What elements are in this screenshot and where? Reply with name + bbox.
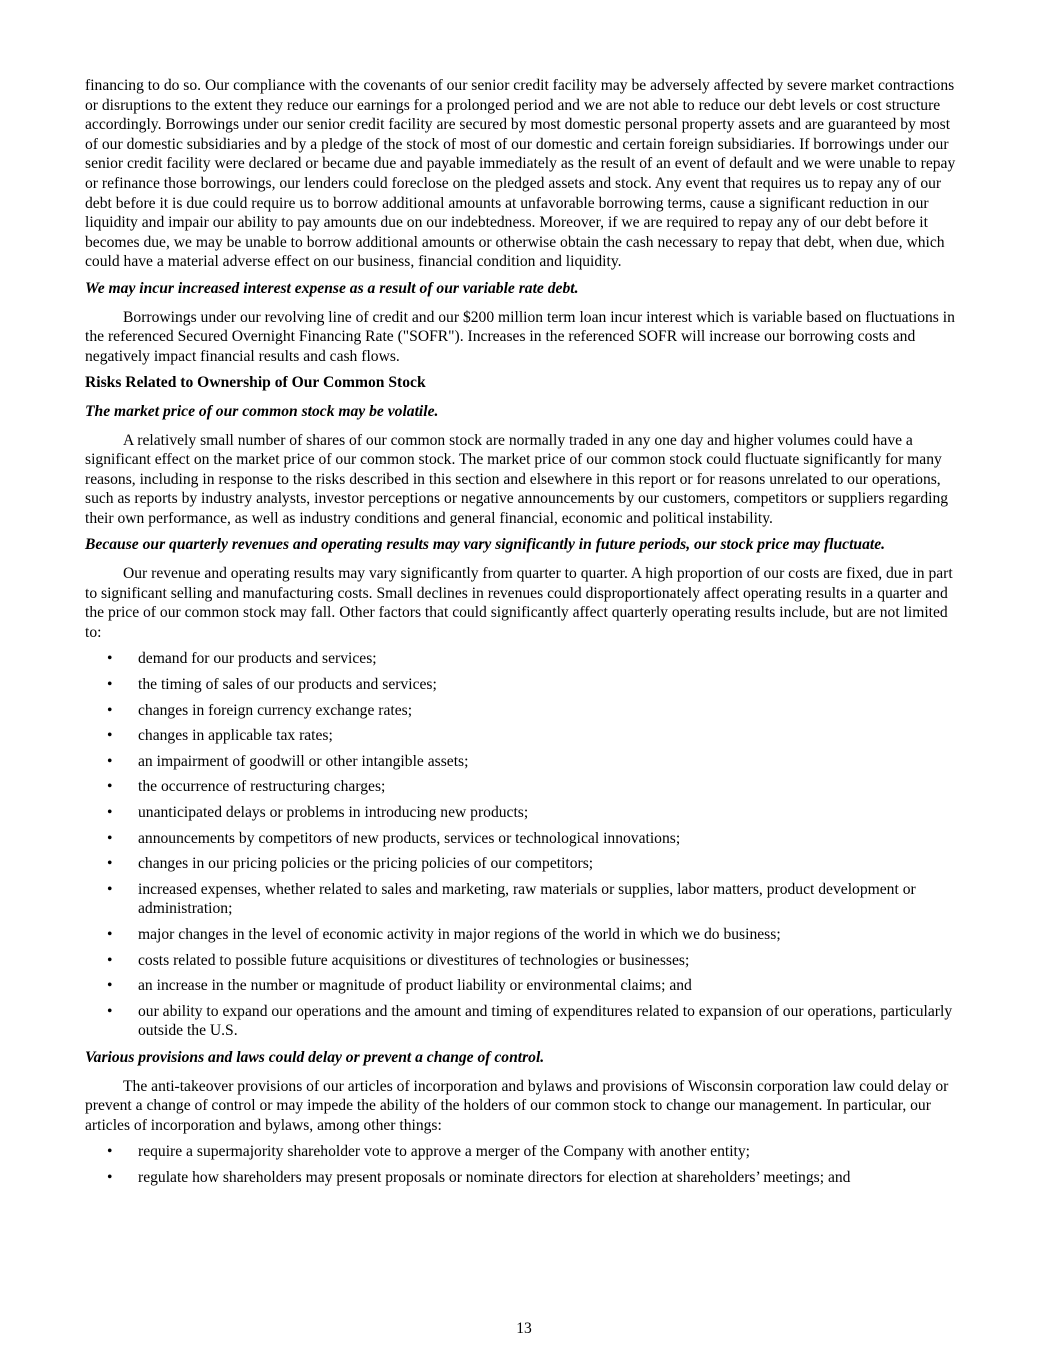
interest-paragraph: Borrowings under our revolving line of credit and our $200 million term loan incur interest which is variable based on fluctuations in the referenced Secured Overnight Financing Rate ("SOFR"). Increases in the referenced SOFR will increase our borrowing costs and negatively impact financial results and cash flows.: [85, 308, 955, 365]
volatile-paragraph: A relatively small number of shares of our common stock are normally traded in any one day and higher volumes could have a significant effect on the market price of our common stock. The market price of our common stock could fluctuate significantly for many reasons, including in response to the risks described in this section and elsewhere in this report or for reasons unrelated to our operations, such as reports by industry analysts, investor perceptions or negative announcements by our customers, competitors or suppliers regarding their own performance, as well as industry conditions and general financial, economic and political instability.: [85, 431, 949, 527]
control-provisions-list: [85, 1142, 965, 1187]
bullet-icon: •: [107, 1168, 113, 1186]
list-item: • changes in applicable tax rates;: [107, 727, 333, 745]
quarterly-factors-list: [85, 649, 965, 1041]
bullet-icon: •: [107, 1143, 113, 1161]
list-item: • unanticipated delays or problems in introducing new products;: [107, 804, 529, 821]
bullet-icon: •: [107, 951, 113, 969]
list-item: • changes in foreign currency exchange rates;: [107, 701, 413, 719]
bullet-icon: •: [107, 829, 113, 847]
list-item: • the occurrence of restructuring charges;: [107, 778, 386, 796]
control-heading: Various provisions and laws could delay or prevent a change of control.: [85, 1048, 545, 1066]
section-heading: Risks Related to Ownership of Our Common Stock: [85, 374, 426, 392]
bullet-icon: •: [107, 804, 113, 821]
bullet-icon: •: [107, 880, 113, 898]
list-item: • increased expenses, whether related to sales and marketing, raw materials or supplies, labor matters, product development or administration;: [107, 880, 916, 918]
list-item: • costs related to possible future acquisitions or divestitures of technologies or businesses;: [107, 951, 690, 969]
document-page: [85, 76, 965, 1195]
bullet-icon: •: [107, 650, 113, 668]
list-item: • regulate how shareholders may present proposals or nominate directors for election at shareholders’ meetings; and: [107, 1168, 851, 1186]
bullet-icon: •: [107, 778, 113, 796]
bullet-icon: •: [107, 701, 113, 719]
bullet-icon: •: [107, 727, 113, 745]
bullet-icon: •: [107, 676, 113, 694]
bullet-icon: •: [107, 752, 113, 770]
bullet-icon: •: [107, 925, 113, 943]
list-item: • an impairment of goodwill or other intangible assets;: [107, 752, 469, 770]
quarterly-paragraph: Our revenue and operating results may vary significantly from quarter to quarter. A high proportion of our costs are fixed, due in part to significant selling and manufacturing costs. Small declines in revenues could disproportionately affect operating results in a quarter and the price of our common stock may fall. Other factors that could significantly affect quarterly operating results include, but are not limited to:: [85, 565, 953, 641]
list-item: • changes in our pricing policies or the pricing policies of our competitors;: [107, 855, 594, 873]
quarterly-heading: Because our quarterly revenues and operating results may vary significantly in future periods, our stock price may fluctuate.: [85, 536, 886, 554]
bullet-icon: •: [107, 977, 113, 995]
page-number: 13: [516, 1320, 532, 1337]
volatile-heading: The market price of our common stock may be volatile.: [85, 402, 439, 420]
list-item: • the timing of sales of our products and services;: [107, 676, 437, 694]
list-item: • major changes in the level of economic activity in major regions of the world in which we do business;: [107, 925, 781, 943]
intro-paragraph: financing to do so. Our compliance with the covenants of our senior credit facility may be adversely affected by severe market contractions or disruptions to the extent they reduce our earnings for a prolonged period and we are not able to reduce our debt levels or cost structure accordingly. Borrowings under our senior credit facility are secured by most domestic personal property assets and are guaranteed by most of our domestic subsidiaries and by a pledge of the stock of most of our domestic and certain foreign subsidiaries. If borrowings under our senior credit facility were declared or became due and payable immediately as the result of an event of default and we were unable to repay or refinance those borrowings, our lenders could foreclose on the pledged assets and stock. Any event that requires us to repay any of our debt before it is due could require us to borrow additional amounts at unfavorable borrowing terms, cause a significant reduction in our liquidity and impair our ability to pay amounts due on our indebtedness. Moreover, if we are required to repay any of our debt before it becomes due, we may be unable to borrow additional amounts or otherwise obtain the cash necessary to repay that debt, when due, which could have a material adverse effect on our business, financial condition and liquidity.: [85, 77, 956, 271]
list-item: • require a supermajority shareholder vote to approve a merger of the Company with another entity;: [107, 1143, 751, 1161]
list-item: • demand for our products and services;: [107, 650, 377, 668]
list-item: • announcements by competitors of new products, services or technological innovations;: [107, 829, 681, 847]
interest-heading: We may incur increased interest expense as a result of our variable rate debt.: [85, 279, 579, 297]
list-item: • our ability to expand our operations and the amount and timing of expenditures related to expansion of our operations, particularly outside the U.S.: [107, 1002, 953, 1040]
control-paragraph: The anti-takeover provisions of our articles of incorporation and bylaws and provisions of Wisconsin corporation law could delay or prevent a change of control or may impede the ability of the holders of our common stock to change our management. In particular, our articles of incorporation and bylaws, among other things:: [85, 1077, 949, 1134]
bullet-icon: •: [107, 855, 113, 873]
list-item: • an increase in the number or magnitude of product liability or environmental claims; and: [107, 977, 692, 995]
bullet-icon: •: [107, 1002, 113, 1020]
